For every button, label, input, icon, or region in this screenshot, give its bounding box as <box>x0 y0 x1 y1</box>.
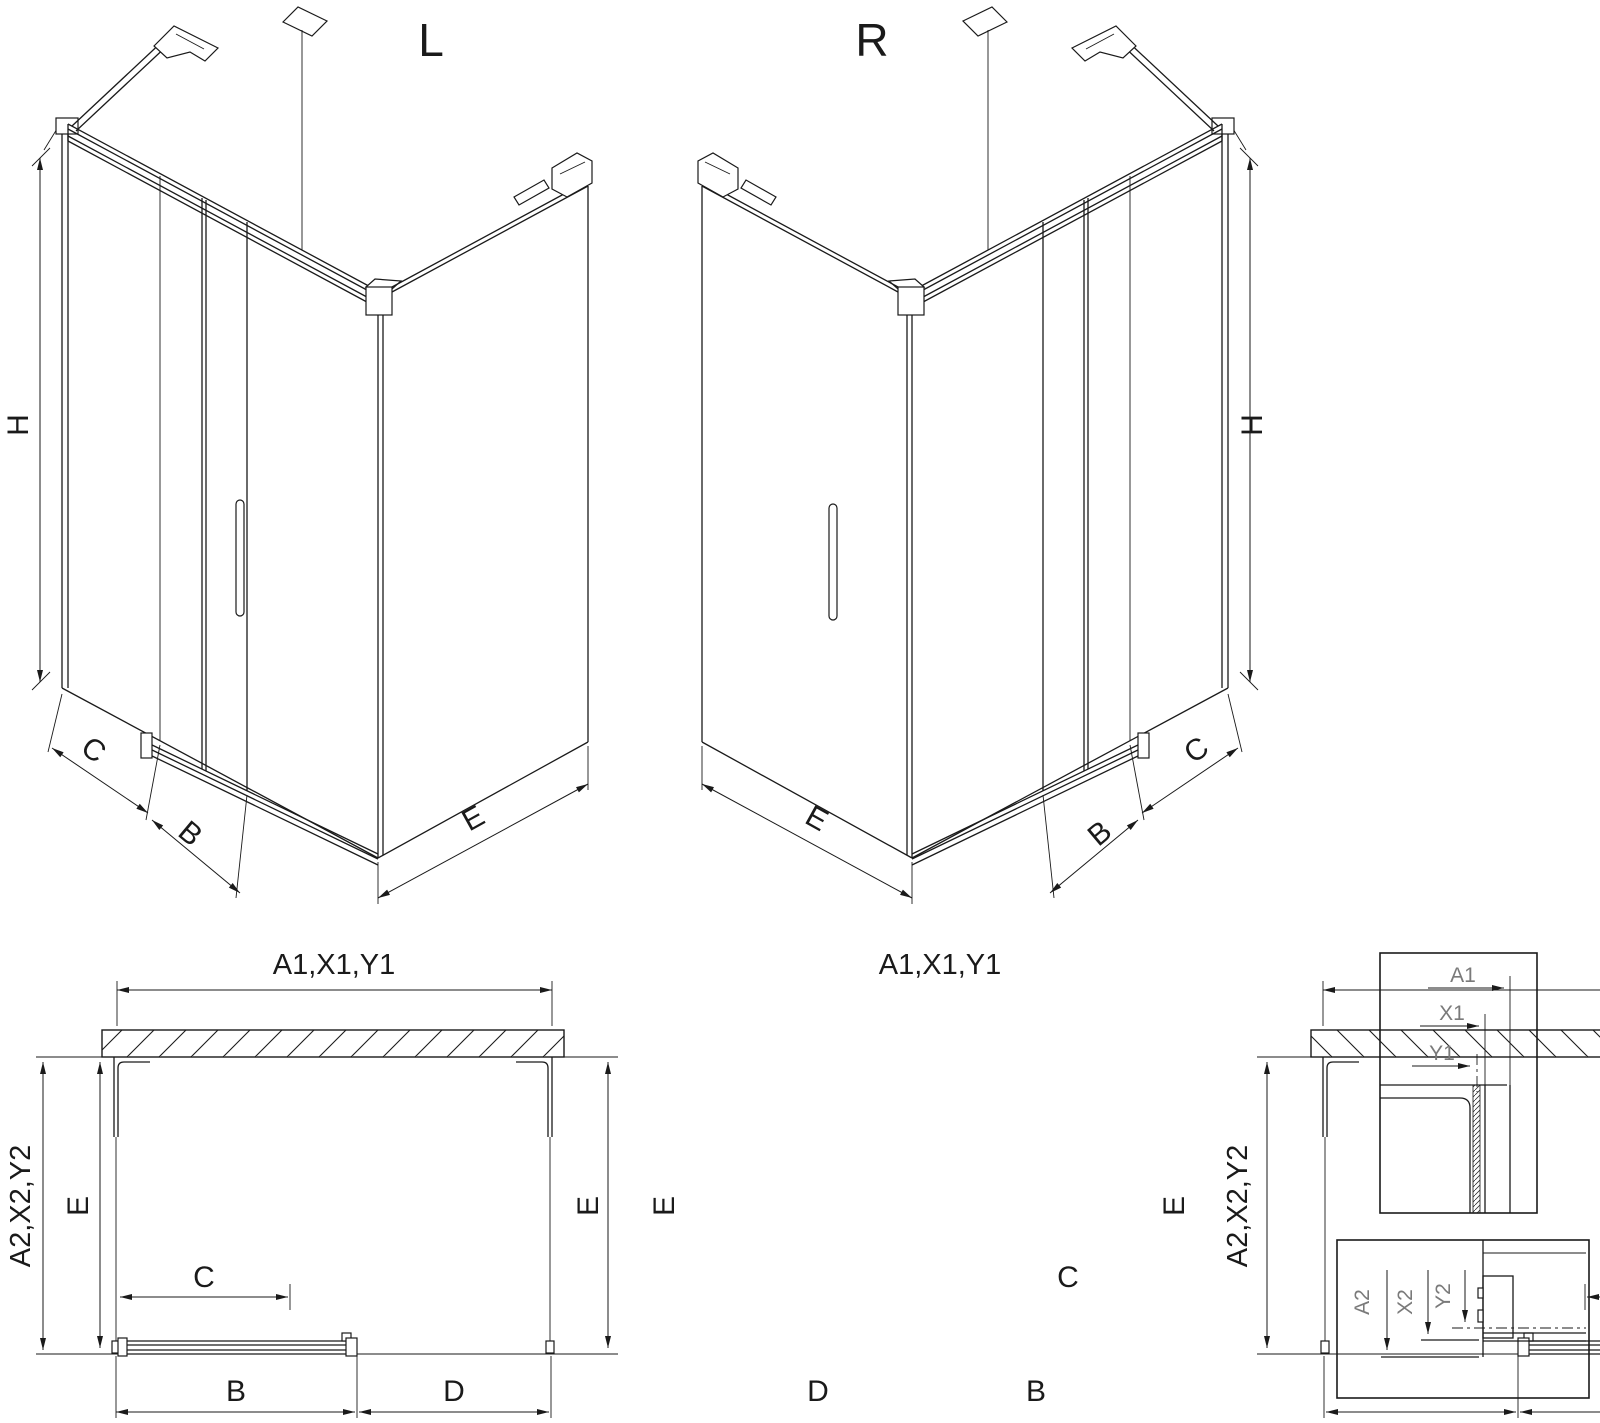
plan-left-dim-width: A1,X1,Y1 <box>272 949 396 981</box>
plan-left-view <box>5 949 618 1418</box>
detail-bottom-rail <box>1337 1240 1589 1398</box>
door-handle-left <box>236 500 244 616</box>
detail-wall-profile <box>1380 953 1537 1213</box>
iso-left-geometry <box>32 7 592 904</box>
plan-left-dim-outer: A2,X2,Y2 <box>5 1144 37 1268</box>
plan-right-dim-d: D <box>807 1375 829 1408</box>
iso-right-view <box>698 7 1269 904</box>
rail-profile-section <box>1483 1276 1513 1338</box>
plan-right-dim-outer: A2,X2,Y2 <box>1222 1144 1254 1268</box>
plan-right-dim-width: A1,X1,Y1 <box>878 949 1002 981</box>
detail-top-dim-y1: Y1 <box>1429 1042 1455 1065</box>
detail-top-dim-x1: X1 <box>1439 1002 1465 1025</box>
plan-left-dim-d: D <box>443 1375 465 1408</box>
plan-left-dim-c: C <box>193 1261 215 1294</box>
plan-left-dim-e-left: E <box>62 1195 95 1217</box>
iso-left-dim-c: C <box>75 730 112 770</box>
iso-right-dim-e: E <box>799 799 834 838</box>
door-handle-right <box>829 504 837 620</box>
iso-left-dim-b: B <box>171 814 209 853</box>
plan-left-geometry <box>36 981 618 1418</box>
detail-bottom-dim-a2: A2 <box>1351 1289 1374 1315</box>
iso-left-view <box>2 7 592 904</box>
detail-top-dim-a1: A1 <box>1450 964 1476 987</box>
plan-right-dim-e-left: E <box>648 1195 681 1217</box>
detail-bottom-dim-y2: Y2 <box>1432 1283 1455 1309</box>
iso-right-title: R <box>855 14 889 66</box>
iso-right-dim-b: B <box>1081 814 1119 853</box>
plan-right-dim-e-right: E <box>1158 1195 1191 1217</box>
iso-right-dim-h: H <box>1236 414 1269 436</box>
plan-left-dim-e-right: E <box>572 1195 605 1217</box>
plan-right-dim-b: B <box>1025 1375 1047 1408</box>
iso-right-dim-c: C <box>1178 730 1215 770</box>
plan-left-dim-b: B <box>225 1375 247 1408</box>
glass-panel-section <box>1473 1085 1480 1213</box>
iso-left-dim-h: H <box>2 414 35 436</box>
iso-right-geometry <box>698 7 1258 904</box>
iso-left-dim-e: E <box>456 799 491 838</box>
iso-left-title: L <box>418 14 444 66</box>
plan-right-dim-c: C <box>1057 1261 1079 1294</box>
detail-bottom-dim-x2: X2 <box>1394 1289 1417 1315</box>
